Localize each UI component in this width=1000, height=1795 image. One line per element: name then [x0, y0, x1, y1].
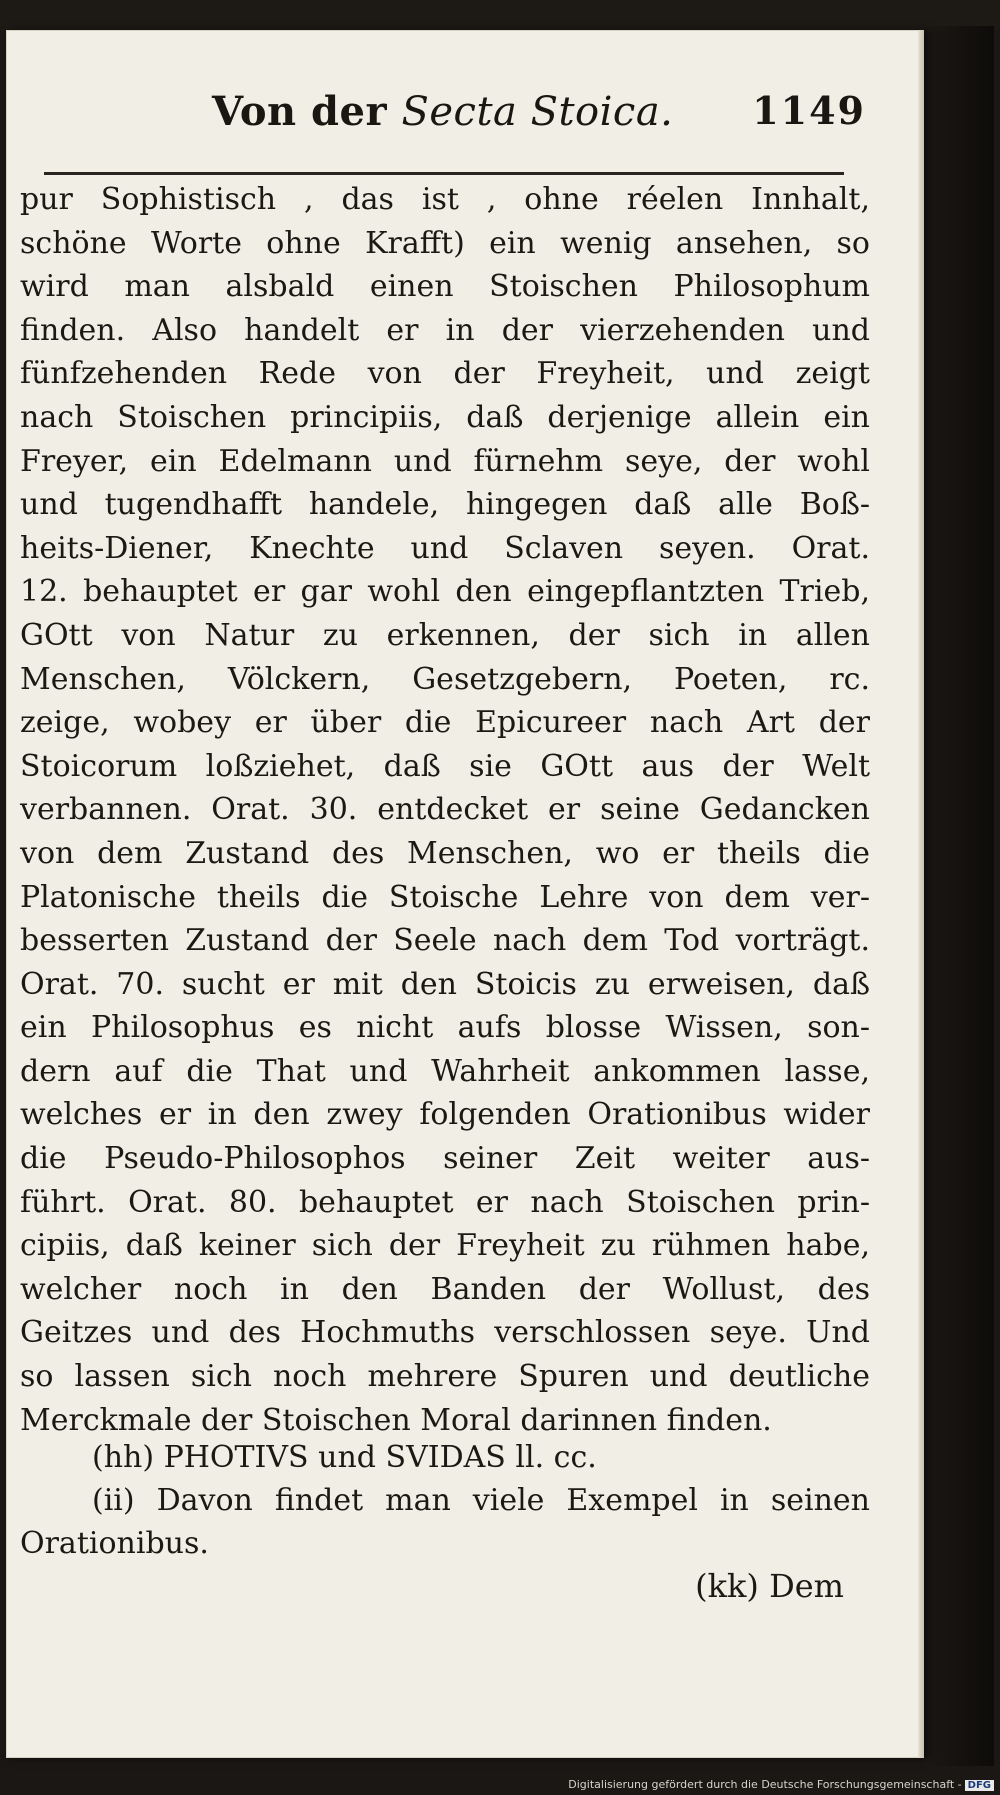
footnote-ii: (ii) Davon findet man viele Exempel in seinen [92, 1483, 870, 1518]
text-line: von dem Zustand des Menschen, wo er theils die [20, 835, 870, 871]
text-line: führt. Orat. 80. behauptet er nach Stoischen prin- [20, 1184, 870, 1220]
text-line: wird man alsbald einen Stoischen Philosophum [20, 269, 870, 305]
catchword: (kk) Dem [695, 1567, 844, 1605]
text-line: Platonische theils die Stoische Lehre von dem ver- [20, 879, 870, 915]
scan-top-border [0, 0, 1000, 30]
credit-text: Digitalisierung gefördert durch die Deutsche Forschungsgemeinschaft - [568, 1778, 962, 1791]
text-line: cipiis, daß keiner sich der Freyheit zu rühmen habe, [20, 1228, 870, 1264]
text-line: so lassen sich noch mehrere Spuren und deutliche [20, 1359, 870, 1395]
running-head-italic: Secta Stoica. [401, 89, 674, 135]
body-text [20, 178, 870, 1442]
text-line: welches er in den zwey folgenden Orationibus wider [20, 1097, 870, 1133]
text-line: welcher noch in den Banden der Wollust, des [20, 1271, 870, 1307]
page-number: 1149 [752, 88, 866, 133]
text-line: Geitzes und des Hochmuths verschlossen seye. Und [20, 1315, 870, 1351]
text-line: dern auf die That und Wahrheit ankommen lasse, [20, 1053, 870, 1089]
text-line: heits-Diener, Knechte und Sclaven seyen. Orat. [20, 530, 870, 566]
text-line: ein Philosophus es nicht aufs blosse Wissen, son- [20, 1010, 870, 1046]
text-line: besserten Zustand der Seele nach dem Tod vorträgt. [20, 923, 870, 959]
footnotes [20, 1436, 870, 1565]
text-line: GOtt von Natur zu erkennen, der sich in allen [20, 617, 870, 653]
text-line: 12. behauptet er gar wohl den eingepflantzten Trieb, [20, 574, 870, 610]
digitization-credit [568, 1778, 994, 1791]
text-line: verbannen. Orat. 30. entdecket er seine Gedancken [20, 792, 870, 828]
text-line: pur Sophistisch , das ist , ohne réelen Innhalt, [20, 182, 870, 217]
text-line: fünfzehenden Rede von der Freyheit, und zeigt [20, 356, 870, 392]
book-edge [924, 26, 994, 1766]
text-line: schöne Worte ohne Krafft) ein wenig ansehen, so [20, 225, 870, 261]
dfg-logo: DFG [965, 1780, 994, 1791]
text-line: Menschen, Völckern, Gesetzgebern, Poeten, rc. [20, 661, 870, 697]
footnote-hh: (hh) PHOTIVS und SVIDAS ll. cc. [92, 1440, 597, 1475]
text-line: und tugendhafft handele, hingegen daß alle Boß- [20, 487, 870, 523]
page-header [86, 82, 866, 152]
text-line: Stoicorum loßziehet, daß sie GOtt aus der Welt [20, 748, 870, 784]
footnote-ii-continued: Orationibus. [20, 1526, 209, 1561]
text-line: Merckmale der Stoischen Moral darinnen finden. [20, 1402, 772, 1438]
text-line: Orat. 70. sucht er mit den Stoicis zu erweisen, daß [20, 966, 870, 1002]
text-line: die Pseudo-Philosophos seiner Zeit weiter aus- [20, 1141, 870, 1177]
book-page [6, 30, 924, 1758]
text-line: finden. Also handelt er in der vierzehenden und [20, 312, 870, 348]
text-line: Freyer, ein Edelmann und fürnehm seye, der wohl [20, 443, 870, 479]
text-line: zeige, wobey er über die Epicureer nach Art der [20, 705, 870, 741]
text-line: nach Stoischen principiis, daß derjenige allein ein [20, 399, 870, 435]
running-head-prefix: Von der [212, 88, 402, 135]
running-head [212, 88, 673, 135]
header-rule [44, 172, 844, 175]
